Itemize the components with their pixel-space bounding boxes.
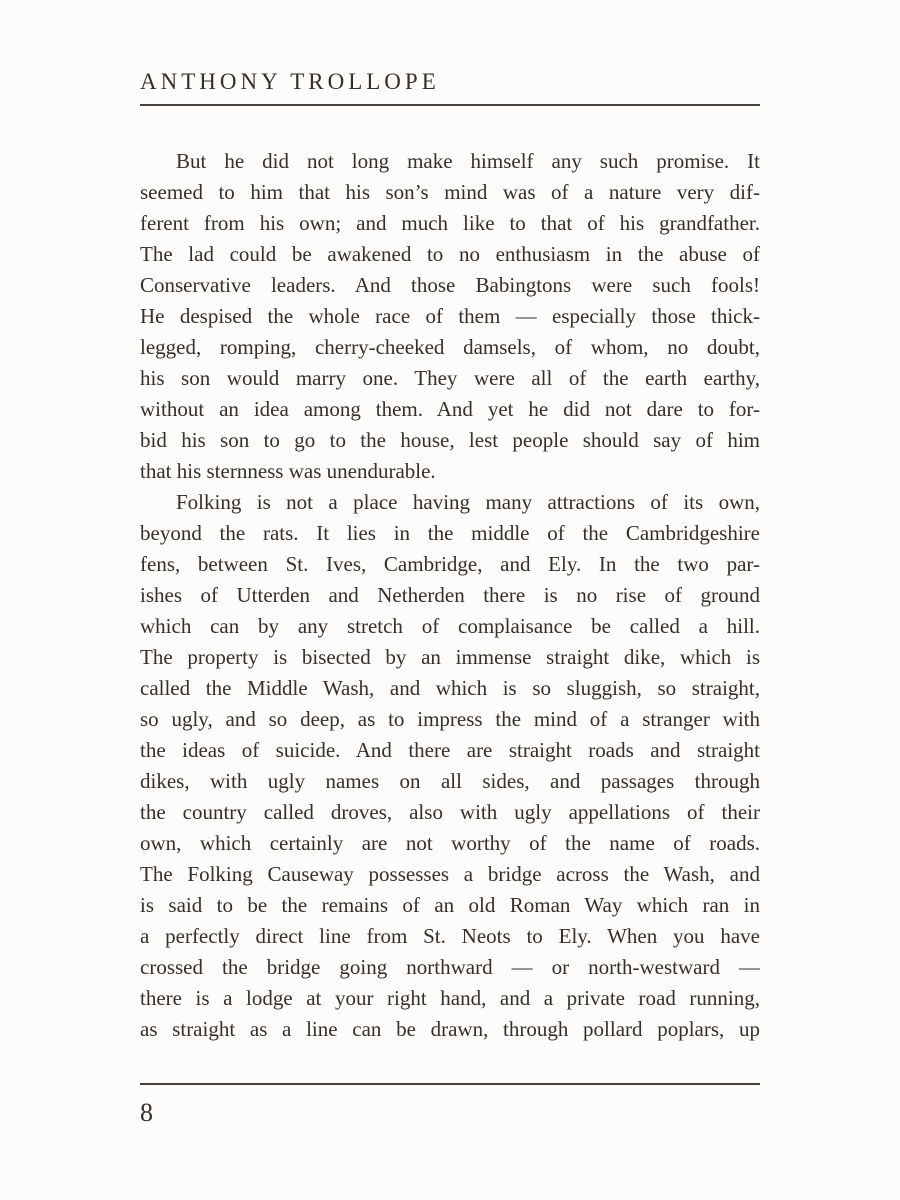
footer-rule: [140, 1083, 760, 1085]
text-line: fens, between St. Ives, Cambridge, and Ely. In the two par-: [140, 552, 760, 576]
text-line: bid his son to go to the house, lest people should say of him: [140, 428, 760, 452]
text-line: He despised the whole race of them — especially those thick-: [140, 304, 760, 328]
text-line: without an idea among them. And yet he did not dare to for-: [140, 397, 760, 421]
text-line: there is a lodge at your right hand, and a private road running,: [140, 986, 760, 1010]
page-header: [140, 68, 760, 106]
page-body: [140, 146, 760, 1045]
header-rule: [140, 104, 760, 106]
text-line: the country called droves, also with ugly appellations of their: [140, 800, 760, 824]
text-line: ferent from his own; and much like to that of his grandfather.: [140, 211, 760, 235]
text-line: his son would marry one. They were all of the earth earthy,: [140, 366, 760, 390]
page-footer: [140, 1083, 760, 1129]
text-line: beyond the rats. It lies in the middle of the Cambridgeshire: [140, 521, 760, 545]
text-line: own, which certainly are not worthy of the name of roads.: [140, 831, 760, 855]
text-line: The property is bisected by an immense straight dike, which is: [140, 645, 760, 669]
text-line: the ideas of suicide. And there are straight roads and straight: [140, 738, 760, 762]
paragraph: [140, 146, 760, 487]
text-line: Conservative leaders. And those Babingtons were such fools!: [140, 273, 760, 297]
paragraph: [140, 487, 760, 1045]
text-line: a perfectly direct line from St. Neots to Ely. When you have: [140, 924, 760, 948]
text-line: as straight as a line can be drawn, through pollard poplars, up: [140, 1017, 760, 1041]
text-line: which can by any stretch of complaisance be called a hill.: [140, 614, 760, 638]
text-line: seemed to him that his son’s mind was of a nature very dif-: [140, 180, 760, 204]
running-header-title: ANTHONY TROLLOPE: [140, 69, 440, 94]
text-line: dikes, with ugly names on all sides, and passages through: [140, 769, 760, 793]
text-line: called the Middle Wash, and which is so sluggish, so straight,: [140, 676, 760, 700]
text-line: ishes of Utterden and Netherden there is no rise of ground: [140, 583, 760, 607]
text-line: crossed the bridge going northward — or north-westward —: [140, 955, 760, 979]
text-line: is said to be the remains of an old Roman Way which ran in: [140, 893, 760, 917]
text-line: The Folking Causeway possesses a bridge across the Wash, and: [140, 862, 760, 886]
text-line: But he did not long make himself any such promise. It: [176, 149, 760, 173]
text-line: that his sternness was unendurable.: [140, 459, 436, 483]
page-number: 8: [140, 1098, 153, 1127]
text-line: The lad could be awakened to no enthusiasm in the abuse of: [140, 242, 760, 266]
text-line: Folking is not a place having many attractions of its own,: [176, 490, 760, 514]
text-line: legged, romping, cherry-cheeked damsels, of whom, no doubt,: [140, 335, 760, 359]
text-line: so ugly, and so deep, as to impress the mind of a stranger with: [140, 707, 760, 731]
